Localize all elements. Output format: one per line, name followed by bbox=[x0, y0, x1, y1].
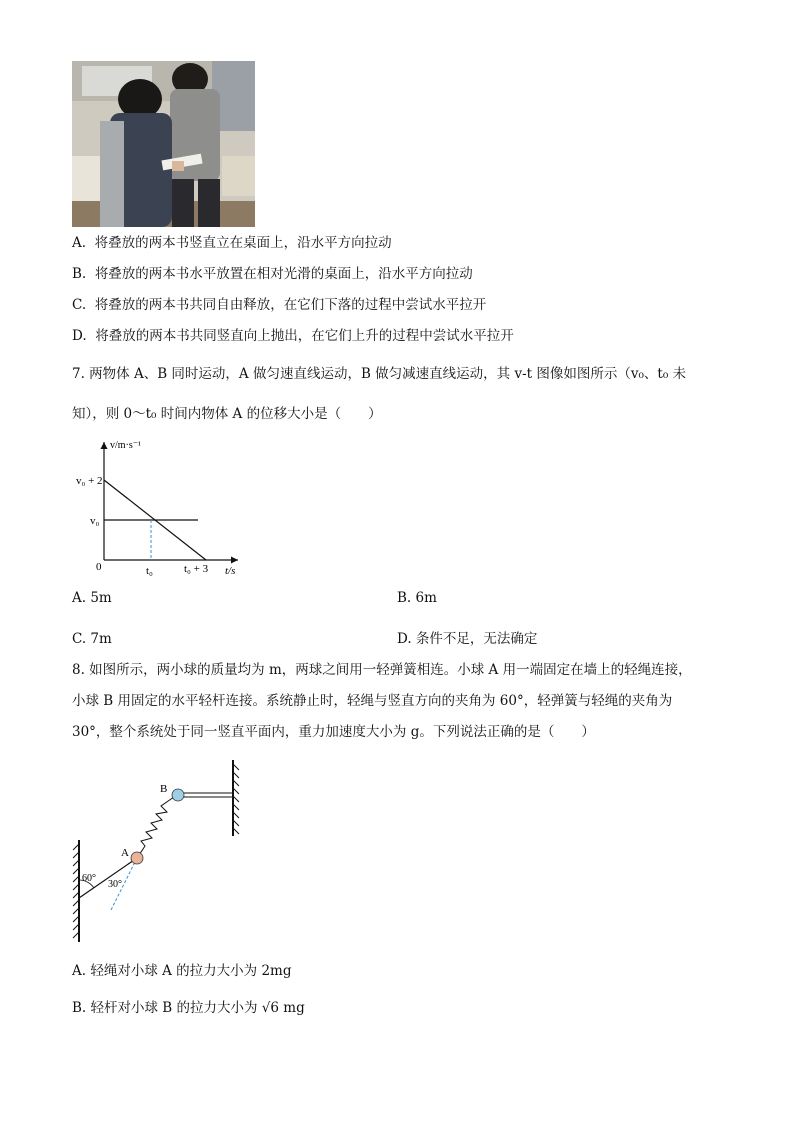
angle-60-label: 60° bbox=[82, 873, 96, 884]
classroom-photo bbox=[72, 61, 255, 227]
q8-option-b[interactable]: B. 轻杆对小球 B 的拉力大小为 √6 mg bbox=[72, 1000, 305, 1016]
option-letter: C. bbox=[72, 297, 87, 313]
q7-stem-line2: 知），则 0～t₀ 时间内物体 A 的位移大小是（ ） bbox=[72, 406, 382, 422]
y-tick-top: v₀ + 2 bbox=[76, 475, 103, 487]
label-b: B bbox=[160, 783, 168, 795]
ball-b bbox=[172, 789, 184, 801]
q7-option-a[interactable]: A. 5m bbox=[72, 590, 112, 606]
q8-stem-line2: 小球 B 用固定的水平轻杆连接。系统静止时，轻绳与竖直方向的夹角为 60°，轻弹簧与轻绳的夹角为 bbox=[72, 693, 673, 709]
q8-stem-line1: 8. 如图所示，两小球的质量均为 m，两球之间用一轻弹簧相连。小球 A 用一端固定在墙上的轻绳连接， bbox=[72, 662, 692, 678]
q6-option-c[interactable] bbox=[72, 296, 486, 314]
vt-graph bbox=[70, 436, 250, 578]
angle-30-label: 30° bbox=[108, 879, 122, 890]
spring bbox=[137, 797, 174, 858]
x-axis-label: t/s bbox=[225, 565, 236, 577]
q7-stem-line1: 7. 两物体 A、B 同时运动，A 做匀速直线运动，B 做匀减速直线运动，其 v-t 图像如图所示（v₀、t₀ 未 bbox=[72, 366, 687, 382]
label-a: A bbox=[121, 847, 129, 859]
origin-label: 0 bbox=[96, 561, 102, 573]
q8-option-a[interactable]: A. 轻绳对小球 A 的拉力大小为 2mg bbox=[72, 963, 292, 979]
q7-option-d[interactable]: D. 条件不足，无法确定 bbox=[397, 631, 538, 647]
q7-option-b[interactable]: B. 6m bbox=[397, 590, 437, 606]
x-tick-2: t₀ + 3 bbox=[184, 563, 209, 575]
y-tick-mid: v₀ bbox=[90, 515, 100, 527]
option-letter: B. bbox=[72, 266, 87, 282]
option-text: 将叠放的两本书共同自由释放，在它们下落的过程中尝试水平拉开 bbox=[94, 297, 487, 313]
option-text: 将叠放的两本书竖直立在桌面上，沿水平方向拉动 bbox=[94, 235, 392, 251]
ball-a bbox=[131, 852, 143, 864]
q6-option-d[interactable] bbox=[72, 327, 514, 345]
option-text: 将叠放的两本书共同竖直向上抛出，在它们上升的过程中尝试水平拉开 bbox=[95, 328, 514, 344]
y-axis-label: v/m·s⁻¹ bbox=[110, 440, 142, 451]
q8-stem-line3: 30°，整个系统处于同一竖直平面内，重力加速度大小为 g。下列说法正确的是（ ） bbox=[72, 724, 595, 740]
option-text: 将叠放的两本书水平放置在相对光滑的桌面上，沿水平方向拉动 bbox=[94, 266, 473, 282]
q6-option-a[interactable] bbox=[72, 234, 392, 252]
option-letter: A. bbox=[72, 235, 87, 251]
q7-option-c[interactable]: C. 7m bbox=[72, 631, 112, 647]
q6-option-b[interactable] bbox=[72, 265, 473, 283]
spring-system-figure bbox=[70, 756, 245, 946]
x-tick-1: t₀ bbox=[146, 565, 153, 577]
option-letter: D. bbox=[72, 328, 87, 344]
